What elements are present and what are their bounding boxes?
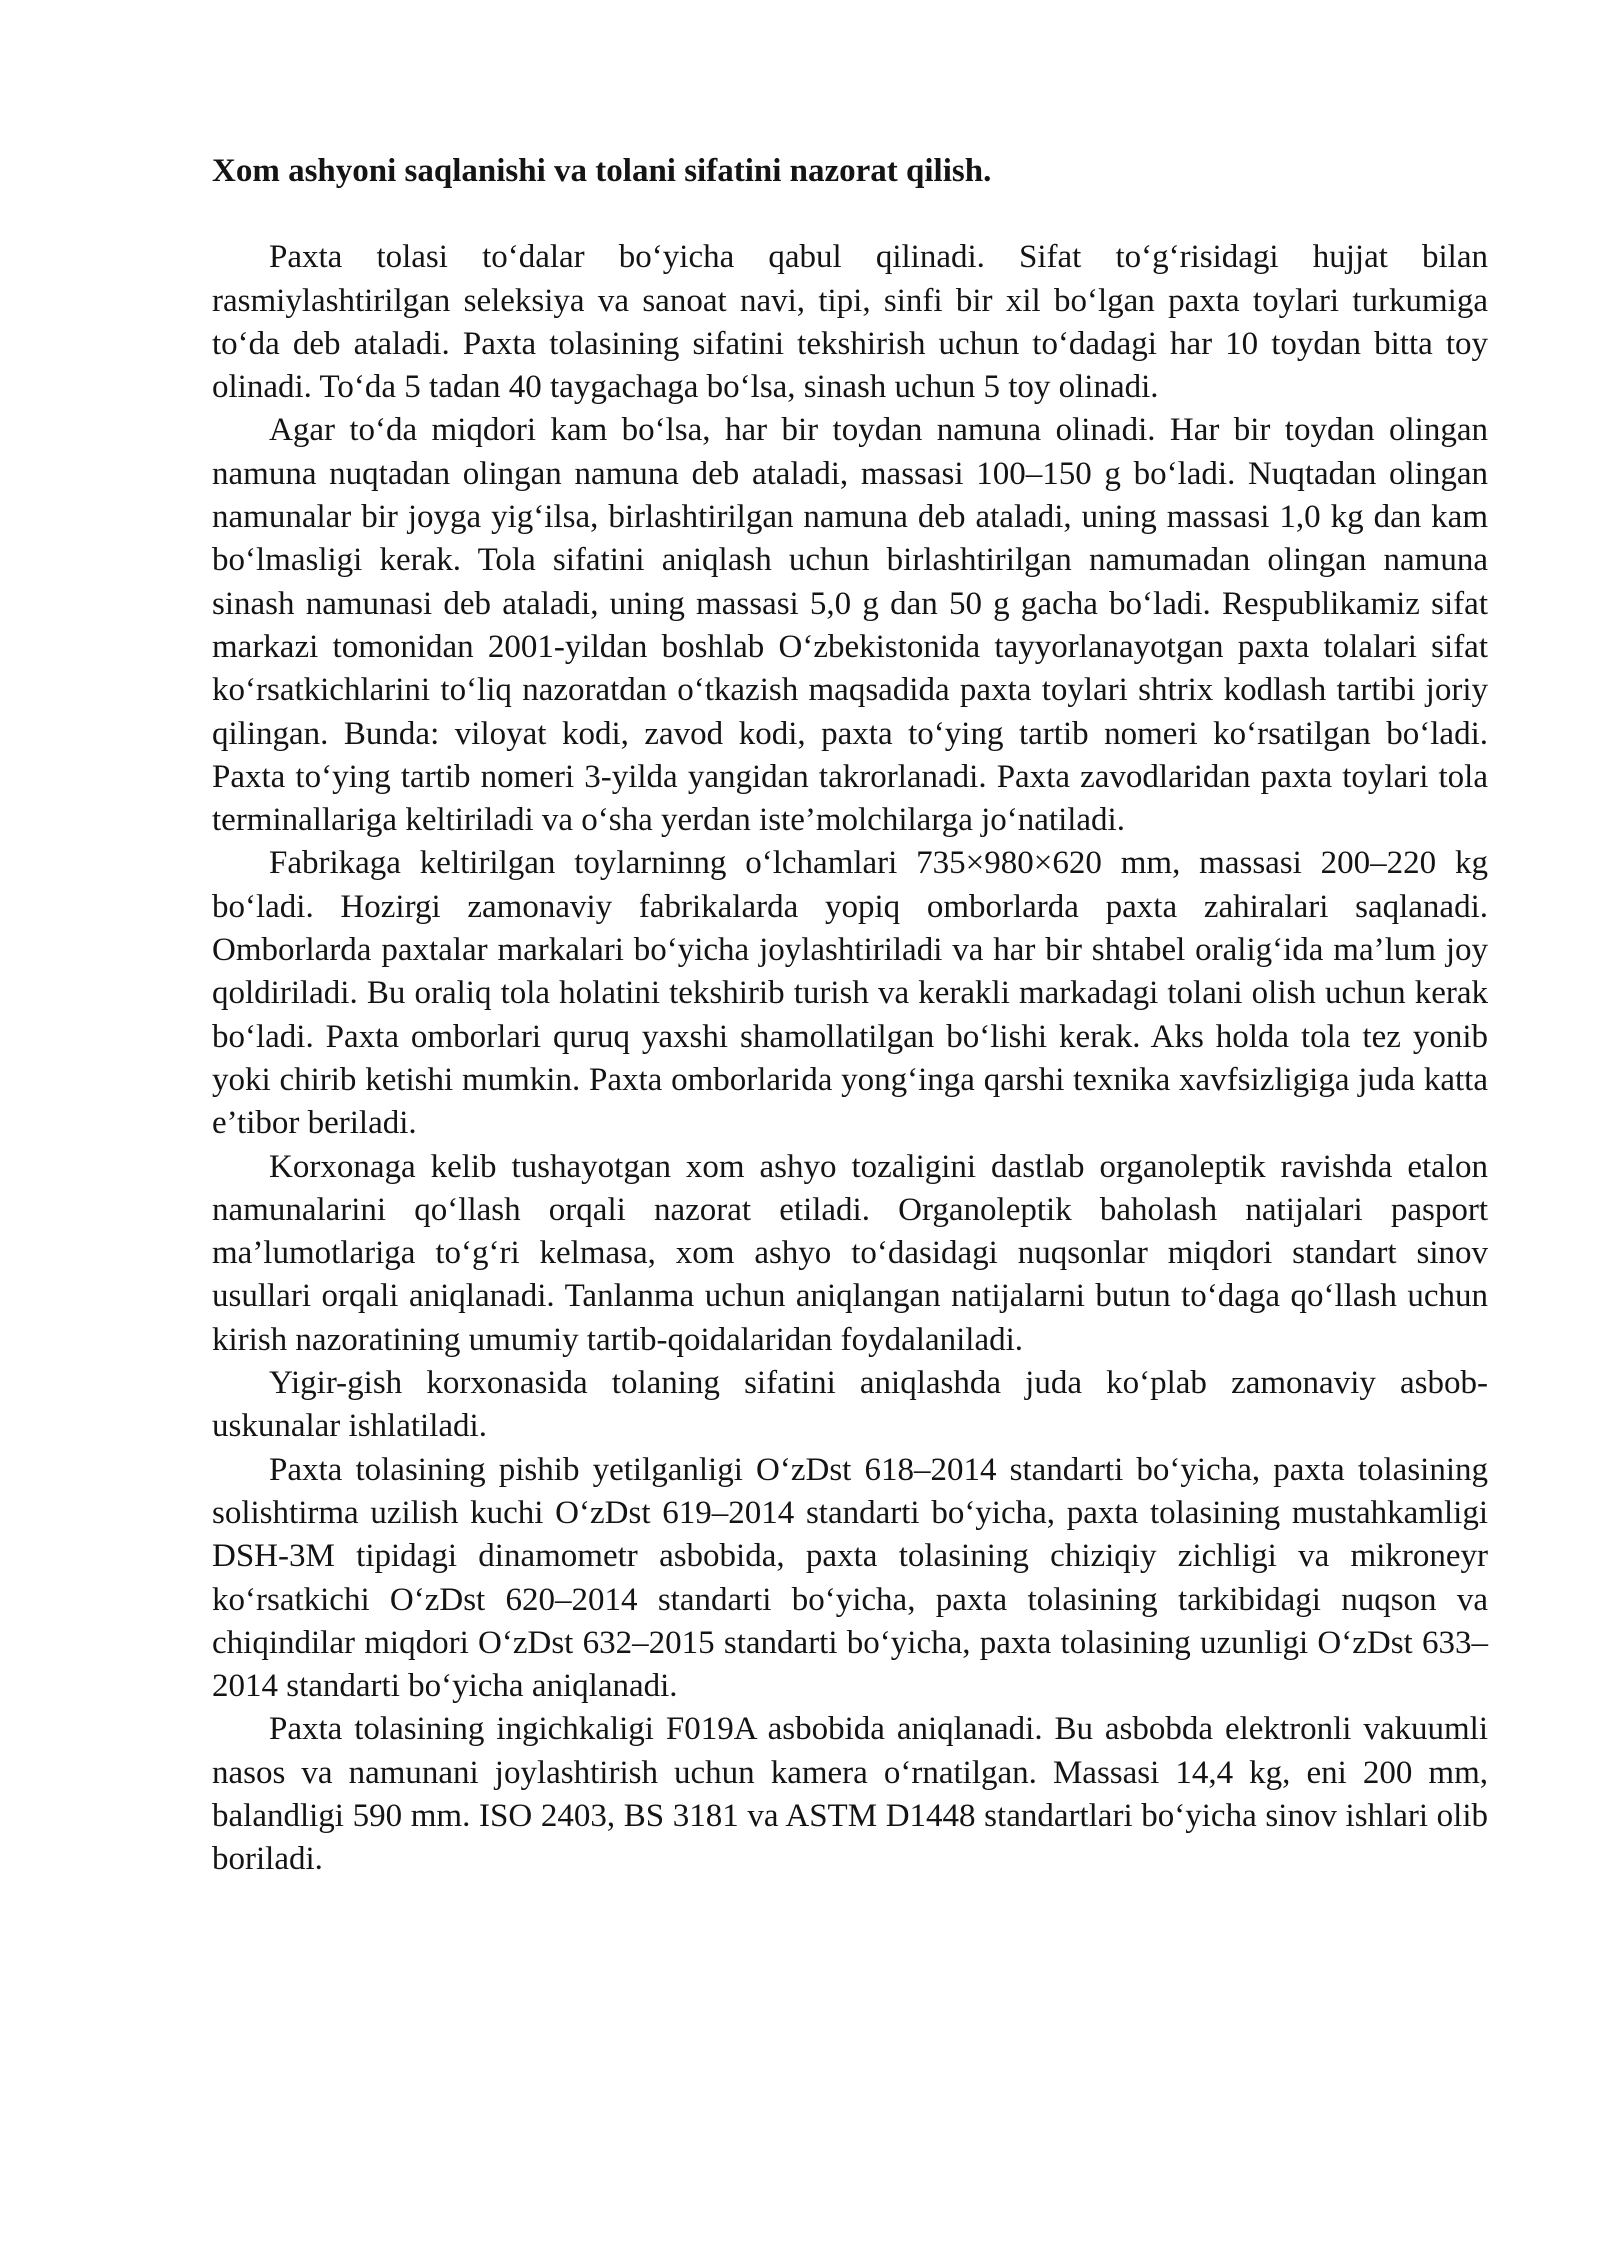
paragraph-5: Yigir-gish korxonasida tolaning sifatini aniqlashda juda ko‘plab zamonaviy asbob-uskunalar ishlatiladi. [212, 1365, 1488, 1445]
document-body [212, 150, 1488, 1882]
paragraph-6: Paxta tolasining pishib yetilganligi O‘zDst 618–2014 standarti bo‘yicha, paxta tolasining solishtirma uzilish kuchi O‘zDst 619–2014 standarti bo‘yicha, paxta tolasining mustahkamligi DSH-3M tipidagi dinamometr asbobida, paxta tolasining chiziqiy zichligi va mikroneyr ko‘rsatkichi O‘zDst 620–2014 standarti bo‘yicha, paxta tolasining tarkibidagi nuqson va chiqindilar miqdori O‘zDst 632–2015 standarti bo‘yicha, paxta tolasining uzunligi O‘zDst 633–2014 standarti bo‘yicha aniqlanadi. [212, 1451, 1488, 1705]
paragraph-2: Agar to‘da miqdori kam bo‘lsa, har bir toydan namuna olinadi. Har bir toydan olingan namuna nuqtadan olingan namuna deb ataladi, massasi 100–150 g bo‘ladi. Nuqtadan olingan namunalar bir joyga yig‘ilsa, birlashtirilgan namuna deb ataladi, uning massasi 1,0 kg dan kam bo‘lmasligi kerak. Tola sifatini aniqlash uchun birlashtirilgan namumadan olingan namuna sinash namunasi deb ataladi, uning massasi 5,0 g dan 50 g gacha bo‘ladi. Respublikamiz sifat markazi tomonidan 2001-yildan boshlab O‘zbekistonida tayyorlanayotgan paxta tolalari sifat ko‘rsatkichlarini to‘liq nazoratdan o‘tkazish maqsadida paxta toylari shtrix kodlash tartibi joriy qilingan. Bunda: viloyat kodi, zavod kodi, paxta to‘ying tartib nomeri ko‘rsatilgan bo‘ladi. Paxta to‘ying tartib nomeri 3-yilda yangidan takrorlanadi. Paxta zavodlaridan paxta toylari tola terminallariga keltiriladi va o‘sha yerdan iste’molchilarga jo‘natiladi. [212, 412, 1488, 839]
paragraph-7: Paxta tolasining ingichkaligi F019A asbobida aniqlanadi. Bu asbobda elektronli vakuumli nasos va namunani joylashtirish uchun kamera o‘rnatilgan. Massasi 14,4 kg, eni 200 mm, balandligi 590 mm. ISO 2403, BS 3181 va ASTM D1448 standartlari bo‘yicha sinov ishlari olib boriladi. [212, 1711, 1488, 1878]
document-title: Xom ashyoni saqlanishi va tolani sifatini nazorat qilish. [212, 153, 992, 189]
paragraph-4: Korxonaga kelib tushayotgan xom ashyo tozaligini dastlab organoleptik ravishda etalon namunalarini qo‘llash orqali nazorat etiladi. Organoleptik baholash natijalari pasport ma’lumotlariga to‘g‘ri kelmasa, xom ashyo to‘dasidagi nuqsonlar miqdori standart sinov usullari orqali aniqlanadi. Tanlanma uchun aniqlangan natijalarni butun to‘daga qo‘llash uchun kirish nazoratining umumiy tartib-qoidalaridan foydalaniladi. [212, 1148, 1488, 1358]
paragraph-1: Paxta tolasi to‘dalar bo‘yicha qabul qilinadi. Sifat to‘g‘risidagi hujjat bilan rasmiylashtirilgan seleksiya va sanoat navi, tipi, sinfi bir xil bo‘lgan paxta toylari turkumiga to‘da deb ataladi. Paxta tolasining sifatini tekshirish uchun to‘dadagi har 10 toydan bitta toy olinadi. To‘da 5 tadan 40 taygachaga bo‘lsa, sinash uchun 5 toy olinadi. [212, 239, 1488, 406]
paragraph-3: Fabrikaga keltirilgan toylarninng o‘lchamlari 735×980×620 mm, massasi 200–220 kg bo‘ladi. Hozirgi zamonaviy fabrikalarda yopiq omborlarda paxta zahiralari saqlanadi. Omborlarda paxtalar markalari bo‘yicha joylashtiriladi va har bir shtabel oralig‘ida ma’lum joy qoldiriladi. Bu oraliq tola holatini tekshirib turish va kerakli markadagi tolani olish uchun kerak bo‘ladi. Paxta omborlari quruq yaxshi shamollatilgan bo‘lishi kerak. Aks holda tola tez yonib yoki chirib ketishi mumkin. Paxta omborlarida yong‘inga qarshi texnika xavfsizligiga juda katta e’tibor beriladi. [212, 845, 1488, 1142]
